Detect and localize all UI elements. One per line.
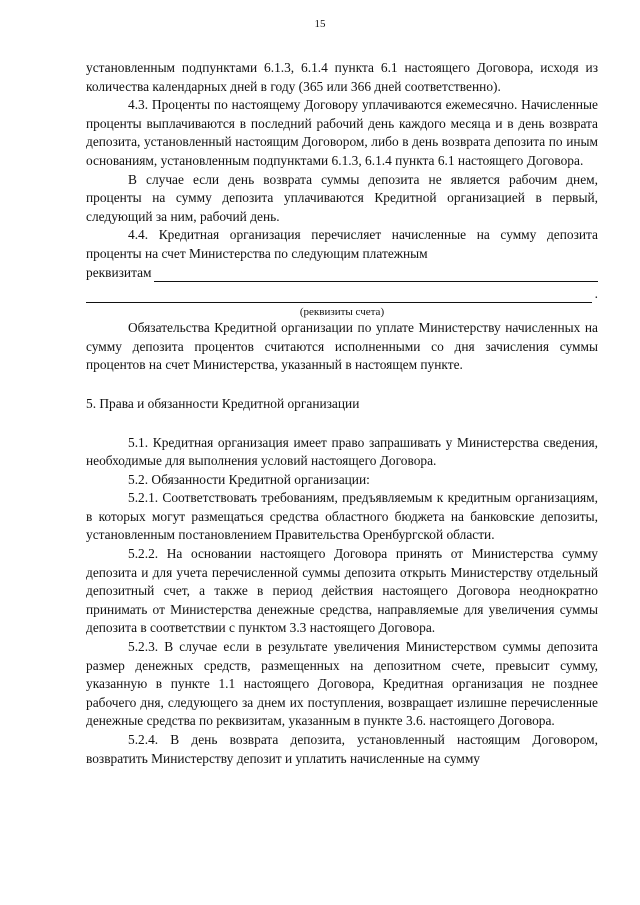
requisites-label: реквизитам — [86, 264, 152, 280]
paragraph-holiday-rule: В случае если день возврата суммы депозита не является рабочим днем, проценты на сумму депозита уплачиваются Кредитной организацией в первый, следующий за ним, рабочий день. — [86, 171, 598, 224]
paragraph-5-2-1: 5.2.1. Соответствовать требованиям, предъявляемым к кредитным организациям, в которых могут размещаться средства областного бюджета на банковские депозиты, установленным постановлением Правительства Оренбургской области. — [86, 490, 598, 543]
paragraph-5-2-4: 5.2.4. В день возврата депозита, установленный настоящим Договором, возвратить Министерству депозит и уплатить начисленные на сумму — [86, 732, 598, 766]
requisites-caption: (реквизиты счета) — [299, 306, 385, 319]
requisites-blank-2 — [86, 302, 592, 303]
paragraph-4-3: 4.3. Проценты по настоящему Договору уплачиваются ежемесячно. Начисленные проценты выплачиваются в последний рабочий день каждого месяца и в день возврата депозита, установленный настоящим Договором, либо в день возврата депозита по иным основаниям, установленным подпунктами 6.1.3, 6.1.4 пункта 6.1 настоящего Договора. — [86, 97, 598, 168]
requisites-end: . — [594, 285, 598, 301]
paragraph-5-2: 5.2. Обязанности Кредитной организации: — [128, 471, 370, 487]
paragraph-5-2-2: 5.2.2. На основании настоящего Договора принять от Министерства сумму депозита и для учета перечисленной суммы депозита открыть Министерству отдельный депозитный счет, а также в период действия настоящего Договора неоднократно принимать от Министерства денежные средства, направляемые для увеличения суммы депозита в соответствии с пунктом 3.3 настоящего Договора. — [86, 546, 598, 636]
section-title: 5. Права и обязанности Кредитной организации — [86, 395, 360, 411]
page-number: 15 — [314, 18, 326, 30]
requisites-line — [86, 264, 598, 283]
paragraph-5-1: 5.1. Кредитная организация имеет право запрашивать у Министерства сведения, необходимые для выполнения условий настоящего Договора. — [86, 434, 598, 469]
paragraph-continuation: установленным подпунктами 6.1.3, 6.1.4 пункта 6.1 настоящего Договора, исходя из количества календарных дней в году (365 или 366 дней соответственно). — [86, 60, 598, 94]
paragraph-4-4: 4.4. Кредитная организация перечисляет начисленные на сумму депозита проценты на счет Министерства по следующим платежным — [86, 227, 598, 261]
paragraph-obligation: Обязательства Кредитной организации по уплате Министерству начисленных на сумму депозита процентов считаются исполненными со дня зачисления суммы процентов на счет Министерства, указанный в настоящем пункте. — [86, 320, 598, 373]
paragraph-5-2-3: 5.2.3. В случае если в результате увеличения Министерством суммы депозита размер денежных средств, размещенных на депозитном счете, превысит сумму, указанную в пункте 1.1 настоящего Договора, Кредитная организация не позднее рабочего дня, следующего за днем их поступления, возвращает излишне перечисленные денежные средства по реквизитам, указанным в пункте 3.6. настоящего Договора. — [86, 639, 598, 729]
document-body — [86, 59, 598, 768]
requisites-blank-line — [86, 285, 598, 303]
requisites-blank — [154, 268, 598, 282]
